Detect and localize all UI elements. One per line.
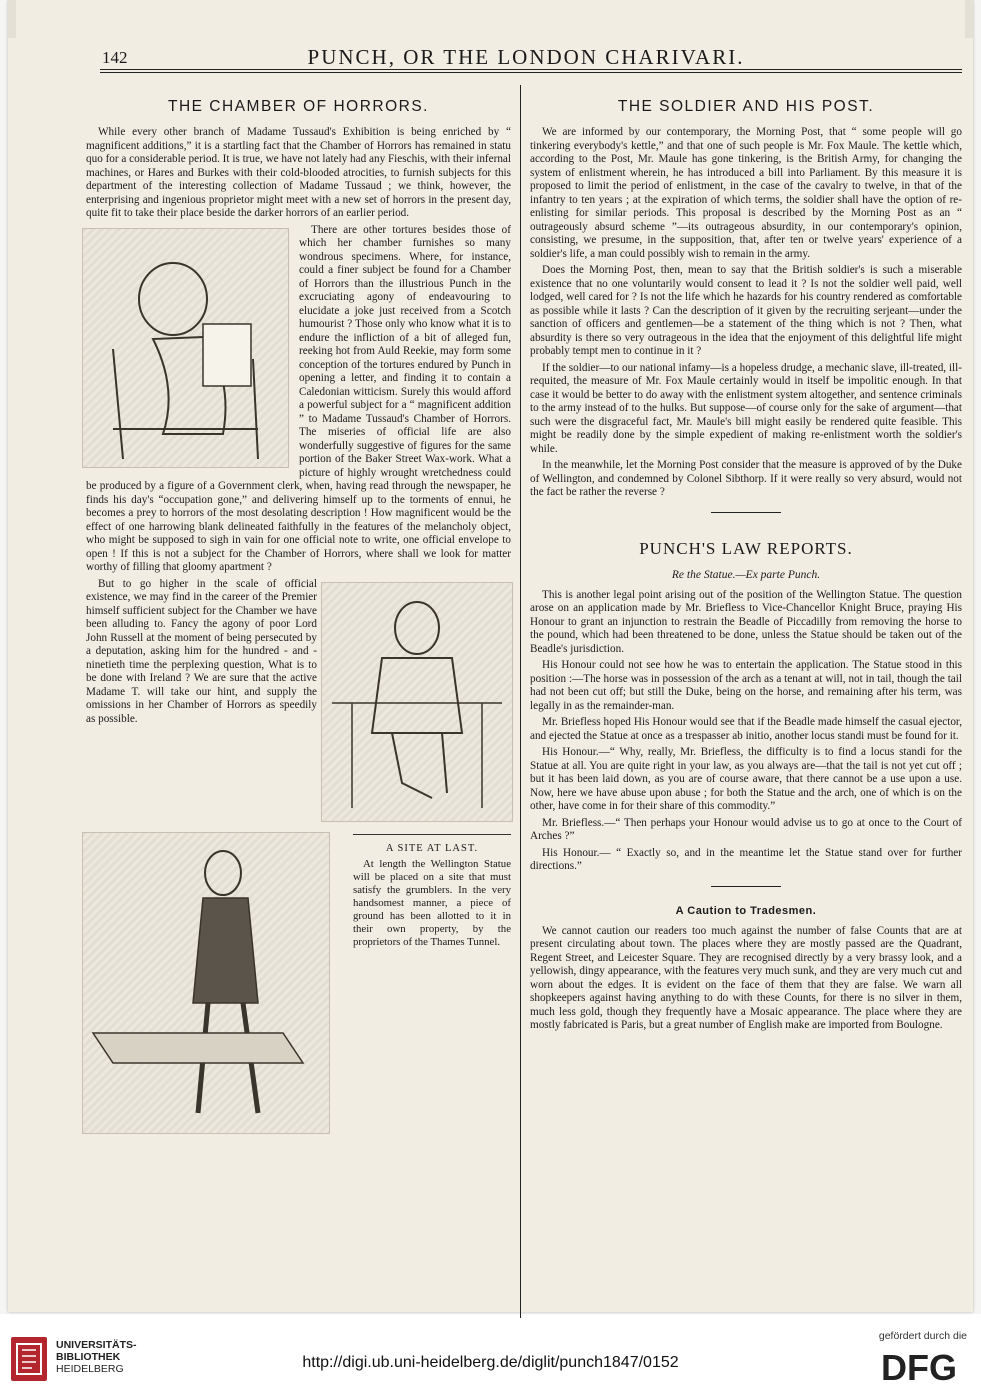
column-divider	[520, 85, 521, 1320]
paragraph: While every other branch of Madame Tussaud's Exhibition is being enriched by “ magnificent additions,” it is a startling fact that the Chamber of Horrors has remained in statu quo for a considerable period. It is true, we have not lately had any Fieschis, with their infernal machines, or Hares and Burkes with their cold-blooded atrocities, to furnish subjects for this department of the interesting collection of Madame Tussaud ; we think, however, the enterprising and ingenious proprietor might meet with a new set of horrors in the present day, quite fit to take their place beside the darker horrors of an earlier period.	[86, 126, 511, 219]
paragraph: His Honour could not see how he was to entertain the application. The Statue stood in this position :—The horse was in possession of the arch as a tenant at will, not in tail, though the tail had not been cut off; but still the Duke, being on the horse, and remaining after his term, was legally in as the remainder-man.	[530, 659, 962, 712]
paragraph: His Honour.—“ Why, really, Mr. Briefless, the difficulty is to find a locus standi for the Statue at all. You are quite right in your law, as you always are—that the tail is not yet cut off ; but it has been laid down, as you are of course aware, that there cannot be a use upon a use. Now, here we have abuse upon abuse ; for both the Statue and the arch, one of which is on the other, have come in for their share of this commodity.”	[530, 746, 962, 812]
paragraph: Mr. Briefless.—“ Then perhaps your Honour would advise us to go at once to the Court of Arches ?”	[530, 816, 962, 842]
page-edge-left	[8, 0, 16, 38]
institution-line: HEIDELBERG	[56, 1363, 124, 1375]
paragraph: If the soldier—to our national infamy—is a hopeless drudge, a mechanic slave, ill-treated, ill-requited, the measure of Mr. Fox Maule certainly would in itself be impolitic enough. In that case it would be better to do away with the enlistment system altogether, and sentence criminals to the army instead of to the hulks. But suppose—of course only for the sake of argument—that such were the disgraceful fact, Mr. Maule's bill might easily be rendered quite feasible. This might be readily done by the simple expedient of making re-enlistment worth the soldier's while.	[530, 361, 962, 455]
running-head	[80, 42, 972, 68]
paragraph: Does the Morning Post, then, mean to say that the British soldier's is such a miserable existence that no one voluntarily would consent to lead it ? Is not the soldier well paid, well lodged, well cared for ? Is not the life which he hazards for his country rendered as comfortable as possible while it lasts ? Can the description of it given by the recruiting serjeant—under the sanction of officers and gentlemen—be a statement of the thing which is not ? Then, what absurdity is there so very outrageous in the idea that the enjoyment of this delightful life might probably tempt men to continue in it ?	[530, 264, 962, 357]
section-divider	[711, 886, 781, 887]
sidebar-site-at-last	[353, 834, 511, 949]
journal-title: PUNCH, OR THE LONDON CHARIVARI.	[307, 45, 745, 69]
permalink[interactable]: http://digi.ub.uni-heidelberg.de/diglit/punch1847/0152	[302, 1354, 679, 1371]
article-title: A Caution to Tradesmen.	[675, 904, 817, 917]
article-subtitle: Re the Statue.—Ex parte Punch.	[671, 568, 821, 581]
article-title: THE SOLDIER AND HIS POST.	[617, 98, 875, 115]
paragraph: Mr. Briefless hoped His Honour would see that if the Beadle made himself the casual ejector, and ejected the Statue at once as a trespasser ab initio, another locus standi must be found for it.	[530, 716, 962, 742]
funded-by-label: gefördert durch die	[878, 1330, 967, 1342]
sidebar-title: A SITE AT LAST.	[385, 842, 479, 854]
illustration-lord-john-russell	[82, 832, 330, 1134]
illustration-government-clerk	[321, 582, 513, 822]
page-number: 142	[102, 48, 128, 67]
illustration-punch-reading-letter	[82, 228, 289, 468]
institution-line: BIBLIOTHEK	[56, 1351, 121, 1363]
woodcut-figure-icon	[322, 583, 512, 821]
dfg-logo-text: DFG	[881, 1347, 957, 1386]
section-divider	[711, 512, 781, 513]
paragraph: In the meanwhile, let the Morning Post consider that the measure is approved of by the Duke of Wellington, and condemned by Colonel Sibthorp. If it were really so very absurd, would not the fact be rather the reverse ?	[530, 459, 962, 498]
left-column	[86, 84, 511, 1140]
viewer-footer	[0, 1318, 981, 1397]
paragraph: This is another legal point arising out of the position of the Wellington Statue. The question arose on an application made by Mr. Briefless to Vice-Chancellor Knight Bruce, praying His Honour to grant an injunction to restrain the Beadle of Piccadilly from removing the horse to the pound, which had been threatened to be done, unless the Statue should be taken out of the Beadle's jurisdiction.	[530, 588, 962, 655]
sidebar-text: At length the Wellington Statue will be placed on a site that must satisfy the grumblers. In the very handsomest manner, a piece of ground has been allotted to it in their own property, by the proprietors of the Thames Tunnel.	[353, 857, 511, 948]
page-scan	[8, 0, 973, 1312]
article-title: PUNCH'S LAW REPORTS.	[639, 538, 853, 558]
paragraph: We are informed by our contemporary, the Morning Post, that “ some people will go tinkering everybody's kettle,” and that one of such people is Mr. Fox Maule. The kettle which, according to the Post, Mr. Maule has gone tinkering, is the British Army, for changing the system of enlistment wherein, he has introduced a bill into Parliament. By this measure it is proposed to limit the period of enlistment, in the case of the cavalry to twelve, in that of the infantry to ten years ; at the expiration of which terms, the soldier shall have the option of re-enlisting for similar periods. This proposal is described by the Morning Post as an “ outrageously absurd scheme ”—its outrageous absurdity, in our contemporary's opinion, consisting, we presume, in the supposition, that, after ten or twelve years' experience of a soldier's life, a man could possibly wish to remain in the army.	[530, 126, 962, 260]
dfg-logo-icon	[869, 1346, 969, 1386]
paragraph: But to go higher in the scale of official existence, we may find in the career of the Premier himself sufficient subject for the Chamber we have been alluding to. Fancy the agony of poor Lord John Russell at the moment of being persecuted by a deputation, asking him for the hundred - and - ninetieth time the perplexing question, What is to be done with Ireland ? We are sure that the active Madame T. will take our hint, and supply the omissions in her Chamber of Horrors as speedily as possible.	[86, 577, 317, 725]
paragraph: There are other tortures besides those of which her chamber furnishes so many wondrous specimens. Where, for instance, could a finer subject be found for a Chamber of Horrors than the illustrious Punch in the excruciating agony of endeavouring to elucidate a joke just received from a Scotch humourist ? Those only who know what it is to endure the infliction of a bit of alleged fun, reeking hot from Auld Reekie, may form some conception of the tortures endured by Punch in opening a letter, and finding it to contain a Caledonian witticism. Surely this would afford a powerful subject for a “ magnificent addition ” to Madame Tussaud's Chamber of Horrors. The miseries of official life are also wonderfully suggestive of figures for the same portion of the Baker Street Wax-work. What a picture of highly wrought wretchedness could be produced by a figure of a Government clerk, when, having read through the newspaper, he finds his day's “occupation gone,” and delivering himself up to the torments of ennui, he becomes a prey to horrors of the most desolating description ! How magnificent would be the effect of one harrowing blank delineated faithfully in the features of the melancholy object, who might be supposed to sigh in vain for one official note to write, one official envelope to open ! If this is not a subject for the Chamber of Horrors, where shall we look for matter worthy of filling that gloomy apartment ?	[86, 223, 511, 573]
article-title: THE CHAMBER OF HORRORS.	[168, 98, 429, 115]
woodcut-figure-icon	[83, 833, 329, 1133]
header-rule	[100, 69, 962, 70]
institution-line: UNIVERSITÄTS-	[56, 1339, 137, 1351]
paragraph: His Honour.— “ Exactly so, and in the meantime let the Statue stand over for further directions.”	[530, 846, 962, 872]
page-edge-right	[965, 0, 973, 38]
woodcut-figure-icon	[83, 229, 288, 467]
paragraph: We cannot caution our readers too much against the number of false Counts that are at present circulating about town. The places where they are mostly passed are the Quadrant, Regent Street, and Leicester Square. They are recognised directly by a very brassy look, and a yellowish, dingy appearance, with the features very much sunk, and they are very much cut and worn about the edges. It is evident on the face of them that they are false. We warn all shopkeepers against having anything to do with these Counts, for there is no silver in them, much less gold, though they frequently have a Mosaic appearance. The place where they are mostly fabricated is Paris, but a great number of English make are imported from Boulogne.	[530, 924, 962, 1031]
right-column	[530, 84, 962, 1036]
header-rule	[100, 72, 962, 73]
